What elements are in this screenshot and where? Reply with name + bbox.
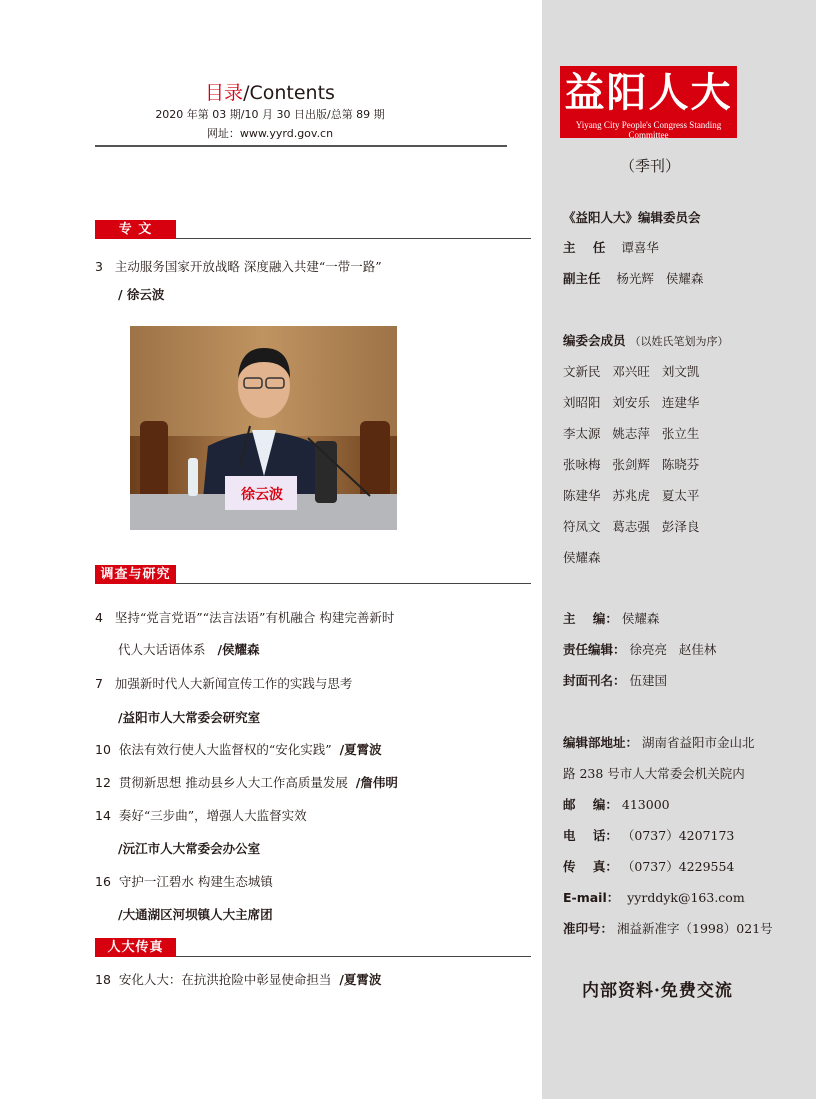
permit-label: 准印号： <box>563 921 614 936</box>
resp-editor: 徐亮亮 赵佳林 <box>629 642 717 657</box>
members-row: 张咏梅 张剑辉 陈晓芬 <box>563 457 700 472</box>
article-title: 奏好“三步曲”，增强人大监督实效 <box>118 808 307 823</box>
article-author: /益阳市人大常委会研究室 <box>118 710 261 725</box>
magazine-logo <box>560 66 737 138</box>
article-author: /詹伟明 <box>355 775 398 790</box>
fax: （0737）4229554 <box>621 859 735 874</box>
page-number: 3 <box>95 259 103 274</box>
page-number: 7 <box>95 676 103 691</box>
header-divider <box>95 145 507 147</box>
address-line1: 湖南省益阳市金山北 <box>642 735 755 750</box>
permit-row <box>563 919 773 937</box>
phone-row <box>563 826 734 844</box>
article-6[interactable] <box>95 806 307 824</box>
members-row: 文新民 邓兴旺 刘文凯 <box>563 364 700 379</box>
section-divider <box>176 583 531 584</box>
chief-editor-row <box>563 609 659 627</box>
article-author: /夏霄波 <box>339 742 382 757</box>
article-8[interactable] <box>95 970 381 988</box>
article-7[interactable] <box>95 872 273 890</box>
article-photo <box>130 326 397 530</box>
committee-title: 《益阳人大》编辑委员会 <box>563 210 701 225</box>
resp-editor-row <box>563 640 716 658</box>
chief-editor: 侯耀森 <box>621 611 660 626</box>
members-note: （以姓氏笔划为序） <box>629 335 729 348</box>
cover-row <box>563 671 667 689</box>
article-5[interactable] <box>95 773 398 791</box>
website: 网址：www.yyrd.gov.cn <box>206 127 334 140</box>
director-label: 主 任 <box>563 240 606 255</box>
contents-title <box>0 78 540 105</box>
section-legend-label: 人大传真 <box>95 938 176 957</box>
email-row <box>563 888 745 906</box>
article-author: /侯耀森 <box>217 642 260 657</box>
page-number: 16 <box>95 874 111 889</box>
deputy-names: 杨光辉 侯耀森 <box>616 271 704 286</box>
article-title: 主动服务国家开放战略 深度融入共建“一带一路” <box>114 259 382 274</box>
section-divider <box>176 238 531 239</box>
email[interactable]: yyrddyk@163.com <box>627 890 745 905</box>
director-name: 谭喜华 <box>621 240 659 255</box>
article-author: /沅江市人大常委会办公室 <box>118 841 261 856</box>
logo-text-en: Yiyang City People's Congress Standing Committee <box>575 120 722 140</box>
logo-text-cn: 益阳人大 <box>564 69 733 116</box>
section-divider <box>176 956 531 957</box>
chief-editor-label: 主 编： <box>563 611 618 626</box>
page-number: 12 <box>95 775 111 790</box>
phone-label: 电 话： <box>563 828 618 843</box>
permit-number: 湘益新准字（1998）021号 <box>617 921 773 936</box>
article-title: 加强新时代人大新闻宣传工作的实践与思考 <box>114 676 353 691</box>
members-heading <box>563 331 729 349</box>
section-research-label: 调查与研究 <box>95 565 176 584</box>
contents-title-cn: 目录 <box>205 82 244 104</box>
contents-title-en: /Contents <box>243 82 335 104</box>
postcode-label: 邮 编： <box>563 797 618 812</box>
article-title: 安化人大：在抗洪抢险中彰显使命担当 <box>118 972 332 987</box>
cover-calligrapher: 伍建国 <box>629 673 668 688</box>
article-1[interactable] <box>95 257 382 275</box>
deputy-label: 副主任 <box>563 271 601 286</box>
members-row: 符凤文 葛志强 彭泽良 <box>563 519 700 534</box>
members-row: 陈建华 苏兆虎 夏太平 <box>563 488 700 503</box>
postcode-row <box>563 795 670 813</box>
fax-label: 传 真： <box>563 859 618 874</box>
article-title: 依法有效行使人大监督权的“安化实践” <box>118 742 332 757</box>
director-row <box>563 238 659 256</box>
section-special-label: 专 文 <box>95 220 176 239</box>
article-author: /夏霄波 <box>339 972 382 987</box>
name-plate: 徐云波 <box>241 487 283 503</box>
fax-row <box>563 857 734 875</box>
article-3[interactable] <box>95 674 352 692</box>
article-4[interactable] <box>95 740 382 758</box>
email-label: E-mail： <box>563 890 620 905</box>
members-row: 刘昭阳 刘安乐 连建华 <box>563 395 700 410</box>
cover-label: 封面刊名： <box>563 673 626 688</box>
address-row <box>563 733 755 751</box>
page-number: 4 <box>95 610 103 625</box>
phone: （0737）4207173 <box>621 828 735 843</box>
article-2-cont <box>118 640 260 658</box>
article-title-cont: 代人大话语体系 <box>118 642 206 657</box>
article-author: /大通湖区河坝镇人大主席团 <box>118 907 273 922</box>
issue-info: 2020 年第 03 期/10 月 30 日出版/总第 89 期 <box>155 108 385 121</box>
members-label: 编委会成员 <box>563 333 626 348</box>
address-line2: 路 238 号市人大常委会机关院内 <box>563 766 745 781</box>
members-row: 李太源 姚志萍 张立生 <box>563 426 700 441</box>
article-title: 坚持“党言党语”“法言法语”有机融合 构建完善新时 <box>114 610 395 625</box>
deputy-row <box>563 269 703 287</box>
members-row: 侯耀森 <box>563 550 601 565</box>
article-2[interactable] <box>95 608 394 626</box>
quarterly-label: （季刊） <box>620 157 681 175</box>
article-author: / 徐云波 <box>118 287 165 302</box>
page-number: 18 <box>95 972 111 987</box>
footer-note: 内部资料·免费交流 <box>582 981 733 1001</box>
postcode: 413000 <box>621 797 670 812</box>
address-label: 编辑部地址： <box>563 735 639 750</box>
article-title: 贯彻新思想 推动县乡人大工作高质量发展 <box>118 775 348 790</box>
page-number: 10 <box>95 742 111 757</box>
resp-editor-label: 责任编辑： <box>563 642 626 657</box>
article-title: 守护一江碧水 构建生态城镇 <box>118 874 273 889</box>
page-number: 14 <box>95 808 111 823</box>
